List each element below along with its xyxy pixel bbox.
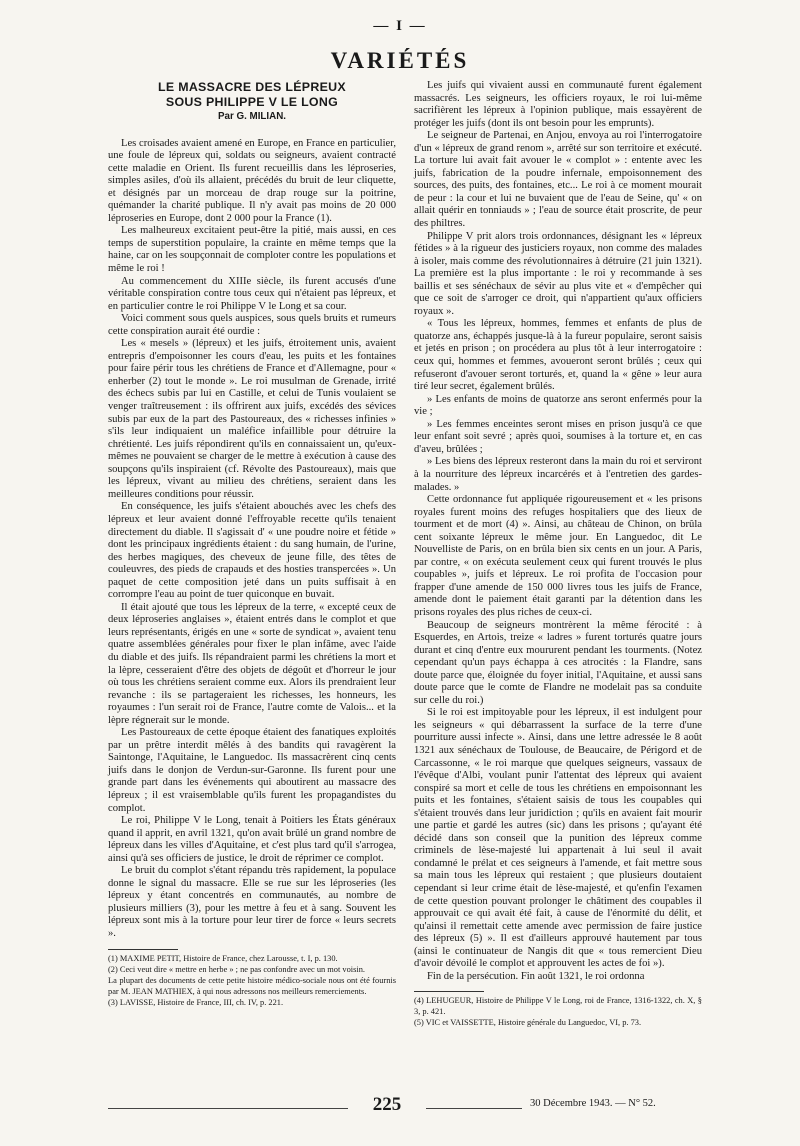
paragraph: Le roi, Philippe V le Long, tenait à Poitiers les États généraux quand il apprit, en avril 1321, qu'on avait brûlé un grand nombre de lépreux dans les villes d'Aquitaine, et c'est plus tard qu'il s'arrogea, ainsi qu'à ses officiers de justice, le droit de réprimer ce complot. <box>108 815 396 864</box>
paragraph: Voici comment sous quels auspices, sous quels bruits et rumeurs cette conspiration aurait été ourdie : <box>108 313 396 337</box>
paragraph: Cette ordonnance fut appliquée rigoureusement et « les prisons royales furent moins des refuges hospitaliers que des lieux de tourment et de mort (4) ». Ainsi, au château de Chinon, on brûla cent soixante lépreux le même jour. En Languedoc, dit Le Nouvelliste de Paris, on en brûla bien six cents en un jour. A Paris, par contre, « on exécuta seulement ceux qui furent trouvés le plus coupables », juifs et lépreux. Le roi profita de l'occasion pour frapper d'une amende de 150 000 livres tous les juifs de France, amende dont le paiement était garanti par la détention dans les prisons royales des plus riches de ceux-ci. <box>414 494 702 618</box>
article-title <box>108 80 396 110</box>
paragraph: » Les biens des lépreux resteront dans la main du roi et serviront à la nourriture des lépreux incarcérés et à l'entretien des gardes-malades. » <box>414 456 702 493</box>
left-column <box>108 80 396 1009</box>
paragraph: Les malheureux excitaient peut-être la pitié, mais aussi, en ces temps de superstition populaire, la crainte en même temps que la haine, car on les soupçonnait de comploter contre les populations et même le roi ! <box>108 225 396 275</box>
paragraph: Le seigneur de Partenai, en Anjou, envoya au roi l'interrogatoire d'un « lépreux de grand renom », arrêté sur son territoire et exécuté. La torture lui avait fait avouer le « complot » : entente avec les juifs, fabrication de la poudre infernale, empoisonnement des sources, des puits, des fontaines, etc... Le roi à ce moment mourait de peur : la cour et lui ne buvaient que de l'eau de Seine, qu' « on allait quérir en tonniauds » ; l'eau de source était proscrite, de peur des philtres. <box>414 130 702 230</box>
footer-rule-left <box>108 1108 348 1109</box>
paragraph: Philippe V prit alors trois ordonnances, désignant les « lépreux fétides » à la rigueur des justiciers royaux, non comme des malades à isoler, mais comme des révolutionnaires à détruire (21 juin 1321). La première est la plus importante : le roi y recommande à ses baillis et ses sénéchaux de sévir au plus vite et « d'empêcher qui que ce soit de s'arroger ce droit, qui n'appartient qu'aux officiers royaux ». <box>414 230 702 317</box>
footnote: (3) LAVISSE, Histoire de France, III, ch. IV, p. 221. <box>108 998 284 1008</box>
paragraph: Fin de la persécution. Fin août 1321, le roi ordonna <box>427 970 645 982</box>
paragraph: En conséquence, les juifs s'étaient abouchés avec les chefs des lépreux et leur avaient donné l'effroyable recette qu'ils tenaient directement du diable. Il s'agissait d' « une poudre noire et fétide » dont les principaux ingrédients étaient : du sang humain, de l'urine, des herbes magiques, des cheveux de jeune fille, des têtes de couleuvres, des pieds de crapauds et des hosties transpercées ». Un paquet de cette composition jeté dans un puits suffisait à en corrompre l'eau au point de tuer quiconque en buvait. <box>108 501 396 601</box>
footnote: (1) MAXIME PETIT, Histoire de France, chez Larousse, t. I, p. 130. <box>108 953 338 963</box>
section-title: VARIÉTÉS <box>330 48 470 73</box>
page-marker: — I — <box>373 18 427 34</box>
paragraph: Les Pastoureaux de cette époque étaient des fanatiques exploités par un prêtre interdit mêlés à des bandits qui ravagèrent la Saintonge, l'Aquitaine, le Languedoc. Ils massacrèrent cinq cents juifs dans le donjon de Verdun-sur-Garonne. Ils furent pour une grande part dans les événements qui aboutirent au massacre des lépreux ; il est vraisemblable qu'ils furent les propagandistes du complot. <box>108 727 396 814</box>
footer-rule-right <box>426 1108 522 1109</box>
article-author: Par G. MILIAN. <box>217 111 287 122</box>
paragraph: Il était ajouté que tous les lépreux de la terre, « excepté ceux de deux léproseries anglaises », étaient entrés dans le complot et que leurs représentants, érigés en une « sorte de syndicat », avaient tenu quatre assemblées générales pour fixer le plan infâme, avec l'aide du diable et des juifs. Ils répandraient parmi les chrétiens la mort et la lèpre, cesseraient d'être des objets de dégoût et d'horreur le jour où tous les chrétiens seraient comme eux. Alors ils prendraient leur revanche : ils se partageraient les richesses, les honneurs, les royaumes : l'un serait roi de France, l'autre comte de Valois... et la lèpre régnerait sur le monde. <box>108 601 396 726</box>
paragraph: Le bruit du complot s'étant répandu très rapidement, la populace donne le signal du massacre. Elle se rue sur les léproseries (les lépreux y étant concentrés en communautés, au nombre de plusieurs milliers (3), pour les mettre à feu et à sang. Souvent les lépreux sont mis à la torture pour leur tirer de force « leurs secrets ». <box>108 865 396 939</box>
page-number: 225 <box>372 1094 402 1115</box>
footnote-rule <box>108 949 178 950</box>
page-footer <box>0 1094 800 1116</box>
footnote: (5) VIC et VAISSETTE, Histoire générale du Languedoc, VI, p. 73. <box>414 1018 642 1028</box>
article-title-line-1: LE MASSACRE DES LÉPREUX <box>158 80 346 94</box>
footnote: La plupart des documents de cette petite histoire médico-sociale nous ont été fournis par M. JEAN MATHIEX, à qui nous adressons nos meilleurs remerciements. <box>108 976 396 996</box>
paragraph: Au commencement du XIIIe siècle, ils furent accusés d'une véritable conspiration contre tous ceux qui n'étaient pas lépreux, et en particulier contre le roi Philippe V le Long et sa cour. <box>108 275 396 312</box>
paragraph: Beaucoup de seigneurs montrèrent la même férocité : à Esquerdes, en Artois, treize « ladres » furent torturés quatre jours durant et cinq d'entre eux moururent pendant les tourments. (Notez cependant qu'un pays échappa à ces atrocités : la Flandre, sans doute parce que, éloignée du foyer initial, l'Aquitaine, et aussi sans doute parce que le comte de Flandre ne modelait pas sa conduite sur celle du roi.) <box>414 619 702 706</box>
paragraph: Les juifs qui vivaient aussi en communauté furent également massacrés. Les seigneurs, les officiers royaux, le roi lui-même sacrifièrent les lépreux à l'opinion publique, mais essayèrent de protéger les juifs (dont ils ont besoin pour les emprunts). <box>414 80 702 129</box>
article-title-line-2: SOUS PHILIPPE V LE LONG <box>165 95 339 109</box>
paragraph: » Les femmes enceintes seront mises en prison jusqu'à ce que leur enfant soit sevré ; après quoi, soumises à la torture et, en cas d'aveu, brûlées ; <box>414 418 702 455</box>
footnote: (4) LEHUGEUR, Histoire de Philippe V le Long, roi de France, 1316-1322, ch. X, § 3, p. 421. <box>414 996 702 1016</box>
paragraph: Si le roi est impitoyable pour les lépreux, il est indulgent pour les seigneurs « qui débarrassent la surface de la terre d'une pourriture aussi infecte ». Ainsi, dans une lettre adressée le 8 août 1321 aux sénéchaux de Toulouse, de Beaucaire, de Périgord et de Carcassonne, « le roi marque que quelques seigneurs, vassaux de l'évêque d'Albi, voulant punir l'attentat des lépreux qui avaient conspiré sa mort et celle de tous les chrétiens en empoisonnant les puits et les fontaines, s'étaient saisis de tous les coupables qui s'étaient trouvés dans leur juridiction ; qu'ils en avaient fait mourir une partie et gardé les autres (sic) dans les prisons ; qu'ayant été décidé dans son conseil que la punition des lépreux comme criminels de lèse-majesté lui appartenait à lui seul il avait condamné le prélat et ces seigneurs à l'amende, et fait mettre sous sa main tous les lépreux qui restaient ; que plusieurs doutaient cependant si leur crime était de lèse-majesté, et qu'enfin l'examen de cette question pouvant prolonger le châtiment des coupables il approuvait ce qui avait été fait, à cause de l'énormité du délit, et qu'ainsi il remettait cette amende avec permission de faire justice des lépreux (5) ». Il est d'ailleurs approuvé hautement par tous (ainsi le continuateur de Nangis dit que « tous remercient Dieu d'avoir dévoilé le complot et approuvent les actes de foi »). <box>414 707 702 970</box>
paragraph: Les « mesels » (lépreux) et les juifs, étroitement unis, avaient entrepris d'empoisonner les cours d'eau, les puits et les fontaines pour faire périr tous les chrétiens de France et d'Allemagne, pour « enherber (2) tout le monde ». Le roi musulman de Grenade, irrité des échecs subis par lui en Castille, et celui de Tunis voulaient se venger traîtreusement : ils offrirent aux juifs, excédés des sévices subis par eux de la part des Pastoureaux, des « richesses infinies » s'ils leur indiquaient un maléfice infaillible pour détruire la chrétienté. Les juifs répondirent qu'ils en connaissaient un, qu'eux-mêmes ne pouvaient se charger de le mettre à exécution à cause des soupçons qu'ils inspiraient (cf. Révolte des Pastoureaux), mais que les lépreux, vivant au milieu des chrétiens, seraient dans les meilleures conditions pour réussir. <box>108 338 396 500</box>
right-column <box>414 80 702 1029</box>
paragraph: « Tous les lépreux, hommes, femmes et enfants de plus de quatorze ans, échappés jusque-là à la fureur populaire, seront saisis et jetés en prison ; on procédera au plus tôt à leur interrogatoire : ceux qui, hommes et femmes, avoueront seront brûlés ; ceux qui refuseront d'avouer seront torturés, et, quand la « gêne » leur aura tiré leur secret, également brûlés. <box>414 318 702 393</box>
paragraph: Les croisades avaient amené en Europe, en France en particulier, une foule de lépreux qui, soldats ou seigneurs, avaient contracté cette maladie en Orient. Ils furent recueillis dans les léproseries, simples asiles, d'où ils allaient, précédés du bruit de leur cliquette, et désignés par un morceau de drap rouge sur la poitrine, quémander la charité publique. Il n'y avait pas moins de 20 000 léproseries en Europe, dont 2 000 pour la France (1). <box>108 137 396 224</box>
footnote-rule <box>414 991 484 992</box>
paragraph: » Les enfants de moins de quatorze ans seront enfermés pour la vie ; <box>414 393 702 418</box>
footnote: (2) Ceci veut dire « mettre en herbe » ; ne pas confondre avec un mot voisin. <box>108 964 365 974</box>
issue-date: 30 Décembre 1943. — N° 52. <box>530 1098 656 1109</box>
